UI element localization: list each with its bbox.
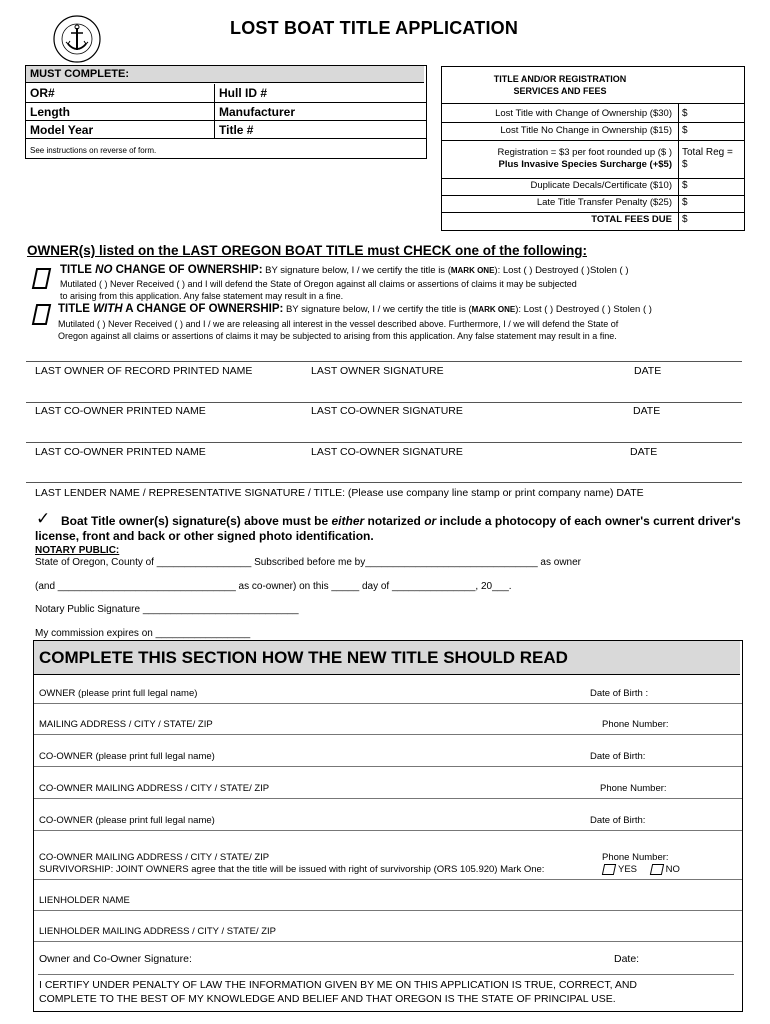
- no-change-text-2: Mutilated ( ) Never Received ( ) and I will defend the State of Oregon against all claims or assertions of claims it may be subjected: [60, 279, 577, 289]
- co-owner-signature-field-1[interactable]: LAST CO-OWNER SIGNATURE: [311, 405, 463, 417]
- model-year-field[interactable]: Model Year: [30, 123, 94, 137]
- notarization-requirement: Boat Title owner(s) signature(s) above must be either notarized or include a photocopy of each owner's current driver's license, front and back or other signed photo identification.: [35, 514, 741, 543]
- survivorship-statement: SURVIVORSHIP: JOINT OWNERS agree that the title will be issued with right of survivorship (ORS 105.920) Mark One:: [39, 864, 545, 875]
- fee-amount-2[interactable]: $: [682, 125, 688, 136]
- co-owner-date-field-1[interactable]: DATE: [633, 405, 661, 417]
- fees-heading: TITLE AND/OR REGISTRATION SERVICES AND FEES: [493, 74, 627, 96]
- owner-signature-date-field[interactable]: Date:: [614, 953, 640, 965]
- new-owner-phone-field[interactable]: Phone Number:: [602, 719, 669, 730]
- co-owner-name-field-2[interactable]: LAST CO-OWNER PRINTED NAME: [35, 446, 206, 458]
- fee-lost-title-no-change: Lost Title No Change in Ownership ($15): [500, 125, 672, 136]
- with-change-checkbox[interactable]: [32, 304, 51, 325]
- form-title: LOST BOAT TITLE APPLICATION: [230, 18, 519, 38]
- new-coowner-mailing-field-2[interactable]: CO-OWNER MAILING ADDRESS / CITY / STATE/ ZIP: [39, 852, 270, 863]
- certify-line-2: COMPLETE TO THE BEST OF MY KNOWLEDGE AND BELIEF AND THAT OREGON IS THE STATE OF PRINCIPAL USE.: [39, 993, 616, 1005]
- notary-heading: NOTARY PUBLIC:: [35, 545, 120, 556]
- fee-lost-title-change: Lost Title with Change of Ownership ($30): [495, 108, 672, 119]
- survivorship-options: [600, 864, 680, 875]
- co-owner-name-field-1[interactable]: LAST CO-OWNER PRINTED NAME: [35, 405, 206, 417]
- new-owner-mailing-field[interactable]: MAILING ADDRESS / CITY / STATE/ ZIP: [39, 719, 213, 730]
- new-coowner-dob-field-2[interactable]: Date of Birth:: [590, 815, 646, 826]
- lienholder-name-field[interactable]: LIENHOLDER NAME: [39, 895, 130, 906]
- owners-section-heading: OWNER(s) listed on the LAST OREGON BOAT TITLE must CHECK one of the following:: [27, 243, 587, 258]
- lienholder-mailing-field[interactable]: LIENHOLDER MAILING ADDRESS / CITY / STATE/ ZIP: [39, 926, 277, 937]
- new-coowner-name-field-2[interactable]: CO-OWNER (please print full legal name): [39, 815, 215, 826]
- new-owner-name-field[interactable]: OWNER (please print full legal name): [39, 688, 198, 699]
- checkmark-icon: ✓: [36, 509, 51, 528]
- new-title-heading: COMPLETE THIS SECTION HOW THE NEW TITLE SHOULD READ: [34, 641, 740, 675]
- total-reg-label: Total Reg =: [682, 147, 733, 158]
- hull-id-field[interactable]: Hull ID #: [219, 86, 268, 100]
- title-number-field[interactable]: Title #: [219, 123, 254, 137]
- new-coowner-dob-field-1[interactable]: Date of Birth:: [590, 751, 646, 762]
- survivorship-yes-label: YES: [618, 864, 638, 876]
- instructions-note: See instructions on reverse of form.: [30, 146, 157, 155]
- owner-signature-field[interactable]: Owner and Co-Owner Signature:: [39, 953, 192, 965]
- no-change-option: TITLE NO CHANGE OF OWNERSHIP: BY signature below, I / we certify the title is (MARK ONE): Lost ( ) Destroyed ( )Stolen ( ): [60, 264, 629, 276]
- total-fees-amount[interactable]: $: [682, 214, 688, 225]
- or-number-field[interactable]: OR#: [30, 86, 55, 100]
- new-coowner-phone-field-2[interactable]: Phone Number:: [602, 852, 669, 863]
- co-owner-signature-field-2[interactable]: LAST CO-OWNER SIGNATURE: [311, 446, 463, 458]
- fee-amount-5[interactable]: $: [682, 197, 688, 208]
- fees-table: [441, 66, 745, 231]
- no-change-checkbox[interactable]: [32, 268, 51, 289]
- certify-line-1: I CERTIFY UNDER PENALTY OF LAW THE INFORMATION GIVEN BY ME ON THIS APPLICATION IS TRUE, CORRECT, AND: [39, 979, 638, 991]
- fee-registration: Registration = $3 per foot rounded up ($ ): [497, 147, 672, 158]
- last-owner-name-field[interactable]: LAST OWNER OF RECORD PRINTED NAME: [35, 365, 253, 377]
- fee-amount-4[interactable]: $: [682, 180, 688, 191]
- must-complete-heading: MUST COMPLETE:: [26, 66, 424, 83]
- last-owner-signature-field[interactable]: LAST OWNER SIGNATURE: [311, 365, 444, 377]
- notary-commission-line[interactable]: My commission expires on _________________: [35, 628, 251, 639]
- survivorship-no-checkbox[interactable]: [649, 864, 663, 875]
- new-coowner-phone-field-1[interactable]: Phone Number:: [600, 783, 667, 794]
- total-fees-due: TOTAL FEES DUE: [591, 214, 672, 225]
- with-change-text-2: Mutilated ( ) Never Received ( ) and I / we are releasing all interest in the vessel described above. Furthermore, I / we will defend the State of: [58, 319, 619, 329]
- notary-county-line[interactable]: State of Oregon, County of _________________ Subscribed before me by_______________________________ as owner: [35, 557, 581, 568]
- new-coowner-mailing-field-1[interactable]: CO-OWNER MAILING ADDRESS / CITY / STATE/ ZIP: [39, 783, 270, 794]
- new-coowner-name-field-1[interactable]: CO-OWNER (please print full legal name): [39, 751, 215, 762]
- last-owner-date-field[interactable]: DATE: [634, 365, 662, 377]
- fee-amount-3[interactable]: $: [682, 159, 688, 170]
- oregon-marine-board-seal: [52, 14, 102, 64]
- must-complete-box: [25, 65, 427, 159]
- fee-amount-1[interactable]: $: [682, 108, 688, 119]
- new-owner-dob-field[interactable]: Date of Birth :: [590, 688, 649, 699]
- manufacturer-field[interactable]: Manufacturer: [219, 105, 296, 119]
- with-change-text-3: Oregon against all claims or assertions of claims it may be subjected to arising from this application. Any false statement may result in a fine.: [58, 331, 617, 341]
- new-title-section: [33, 640, 743, 1012]
- survivorship-no-label: NO: [665, 864, 680, 876]
- co-owner-date-field-2[interactable]: DATE: [630, 446, 658, 458]
- notary-date-line[interactable]: (and ________________________________ as co-owner) on this _____ day of _______________, 20___.: [35, 581, 512, 592]
- fee-duplicate-decals: Duplicate Decals/Certificate ($10): [530, 180, 672, 191]
- survivorship-yes-checkbox[interactable]: [602, 864, 616, 875]
- no-change-text-3: to arising from this application. Any false statement may result in a fine.: [60, 291, 344, 301]
- lender-signature-field[interactable]: LAST LENDER NAME / REPRESENTATIVE SIGNATURE / TITLE: (Please use company line stamp or print company name) DATE: [35, 487, 644, 499]
- length-field[interactable]: Length: [30, 105, 70, 119]
- fee-late-penalty: Late Title Transfer Penalty ($25): [536, 197, 672, 208]
- fee-invasive-surcharge: Plus Invasive Species Surcharge (+$5): [498, 159, 672, 170]
- with-change-option: TITLE WITH A CHANGE OF OWNERSHIP: BY signature below, I / we certify the title is (MARK ONE): Lost ( ) Destroyed ( ) Stolen ( ): [58, 303, 652, 315]
- notary-signature-line[interactable]: Notary Public Signature ____________________________: [35, 604, 299, 615]
